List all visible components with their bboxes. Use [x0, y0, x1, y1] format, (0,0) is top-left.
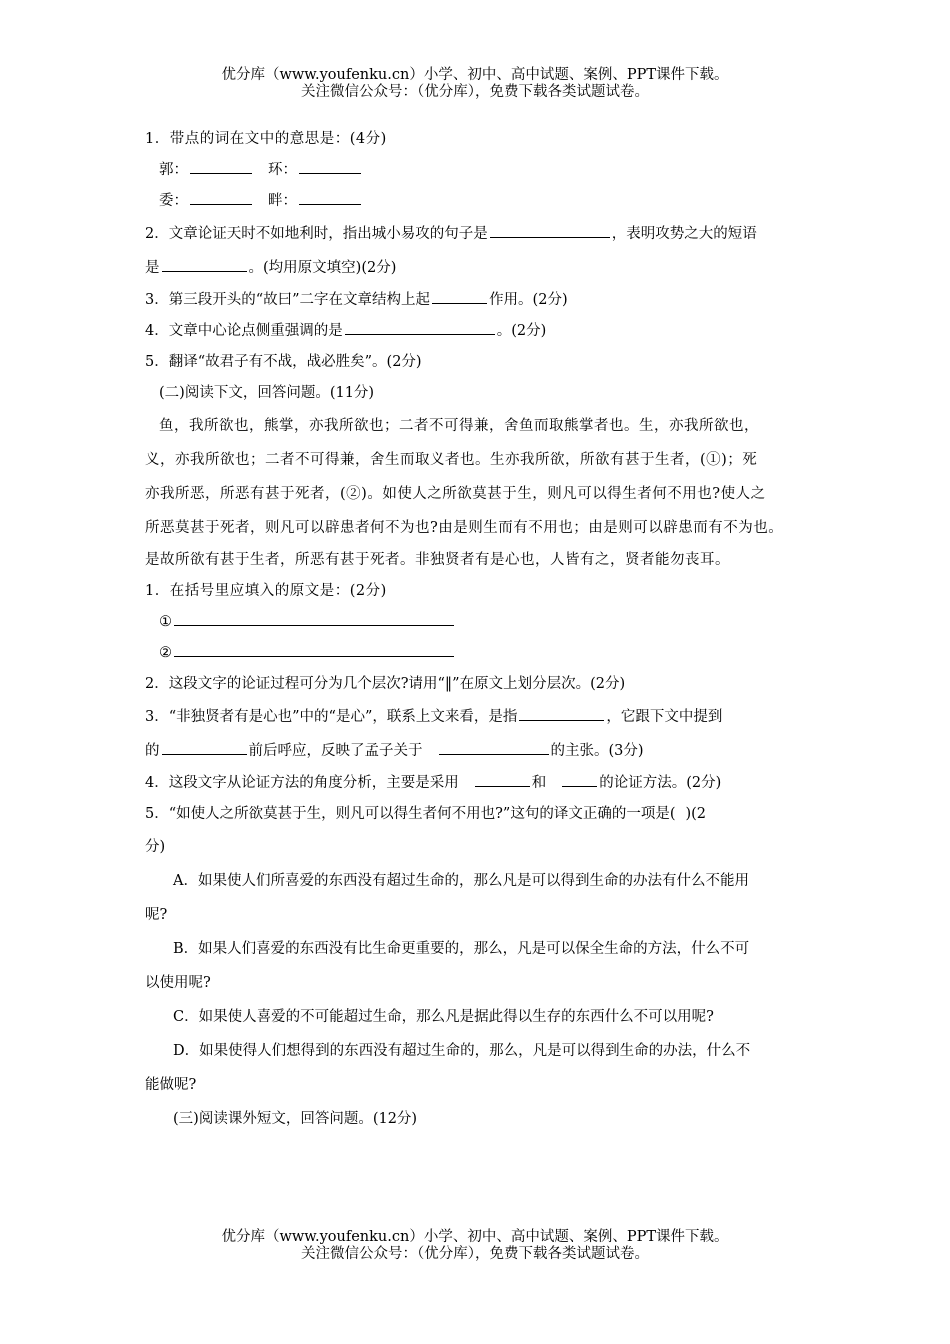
answer-blank-s1q2-2[interactable] [162, 254, 247, 272]
passage-line-2: 义，亦我所欲也；二者不可得兼，舍生而取义者也。生亦我所欲，所欲有甚于生者，(①)；死 [145, 452, 758, 468]
answer-blank-s1q2-1[interactable] [490, 220, 610, 238]
s1-question-5: 5．翻译“故君子有不战，战必胜矣”。(2分) [145, 354, 422, 370]
word-wei: 委： [159, 193, 188, 209]
page-header [0, 67, 950, 101]
s2-q5-text-b: )(2 [685, 806, 707, 822]
option-a-line-2: 呢? [145, 907, 168, 923]
s2-q3-text-c: 的 [145, 743, 160, 759]
s2-q4-text-a: 4．这段文字从论证方法的角度分析，主要是采用 [145, 775, 459, 791]
s1-question-1: 1．带点的词在文中的意思是：(4分) [145, 131, 387, 147]
answer-blank-s2q4-1[interactable] [475, 769, 530, 787]
answer-blank-s2q3-1[interactable] [519, 703, 604, 721]
s1-q4-text-b: 。(2分) [496, 323, 547, 339]
s1-question-3 [145, 285, 815, 316]
answer-blank-guo[interactable] [190, 156, 252, 174]
answer-blank-s2q3-2[interactable] [162, 737, 247, 755]
s2-q3-text-d: 前后呼应，反映了孟子关于 [248, 743, 423, 759]
answer-blank-wei[interactable] [190, 187, 252, 205]
option-d-line-2: 能做呢? [145, 1077, 197, 1093]
answer-blank-s2q1-2[interactable] [174, 639, 454, 657]
option-b-line-2: 以使用呢? [145, 975, 211, 991]
s2-q3-text-e: 的主张。(3分) [550, 743, 644, 759]
s2-q5-text-a: 5．“如使人之所欲莫甚于生，则凡可以得生者何不用也?”这句的译文正确的一项是( [145, 806, 676, 822]
s1-q2-text-d: 。(均用原文填空)(2分) [248, 260, 397, 276]
s2-q4-text-b: 和 [531, 775, 547, 791]
footer-line-1: 优分库（www.youfenku.cn）小学、初中、高中试题、案例、PPT课件下载。 [221, 1229, 729, 1245]
s1-question-2 [145, 217, 815, 251]
passage-line-5: 是故所欲有甚于生者，所恶有甚于死者。非独贤者有是心也，人皆有之，贤者能勿丧耳。 [145, 552, 730, 568]
footer-line-2: 关注微信公众号：（优分库），免费下载各类试题试卷。 [301, 1246, 649, 1262]
s2-q4-text-c: 的论证方法。(2分) [599, 775, 722, 791]
s2-question-3 [145, 700, 815, 734]
s1-q3-text-b: 作用。(2分) [489, 292, 568, 308]
answer-blank-s1q4[interactable] [345, 317, 495, 335]
s2-question-2: 2．这段文字的论证过程可分为几个层次?请用“‖”在原文上划分层次。(2分) [145, 676, 626, 692]
word-pan: 畔： [268, 193, 297, 209]
section-3-heading: (三)阅读课外短文，回答问题。(12分) [173, 1111, 418, 1127]
s1-q2-text-c: 是 [145, 260, 160, 276]
s2-q1-blank-row-1 [145, 607, 815, 638]
exam-content [145, 124, 815, 1136]
s2-q1-blank-row-2 [145, 638, 815, 669]
s1-q3-text-a: 3．第三段开头的“故曰”二字在文章结构上起 [145, 292, 431, 308]
s1-q1-row-1 [145, 155, 815, 186]
answer-blank-s2q4-2[interactable] [562, 769, 597, 787]
s2-question-5-cont: 分) [145, 839, 166, 855]
word-huan: 环： [268, 162, 297, 178]
answer-blank-s1q3[interactable] [432, 286, 487, 304]
option-a-line-1: A．如果使人们所喜爱的东西没有超过生命的，那么凡是可以得到生命的办法有什么不能用 [173, 873, 749, 889]
option-b-line-1: B．如果人们喜爱的东西没有比生命更重要的，那么，凡是可以保全生命的方法，什么不可 [173, 941, 750, 957]
answer-blank-s2q3-3[interactable] [439, 737, 549, 755]
answer-blank-s2q1-1[interactable] [174, 608, 454, 626]
option-d-line-1: D．如果使得人们想得到的东西没有超过生命的，那么，凡是可以得到生命的办法，什么不 [173, 1043, 751, 1059]
section-2-heading: (二)阅读下文，回答问题。(11分) [159, 385, 375, 401]
header-line-1: 优分库（www.youfenku.cn）小学、初中、高中试题、案例、PPT课件下载。 [221, 67, 729, 83]
word-guo: 郭： [159, 162, 188, 178]
s2-q3-text-b: ，它跟下文中提到 [606, 709, 723, 725]
s1-q2-text-a: 2．文章论证天时不如地利时，指出城小易攻的句子是 [145, 226, 488, 242]
s2-question-3-cont [145, 734, 815, 768]
answer-blank-huan[interactable] [299, 156, 361, 174]
page-footer [0, 1229, 950, 1263]
s2-question-5 [145, 799, 815, 830]
s1-q2-text-b: ，表明攻势之大的短语 [611, 226, 757, 242]
s1-q4-text-a: 4．文章中心论点侧重强调的是 [145, 323, 343, 339]
answer-blank-pan[interactable] [299, 187, 361, 205]
s2-question-1: 1．在括号里应填入的原文是：(2分) [145, 583, 387, 599]
option-c-line-1: C．如果使人喜爱的不可能超过生命，那么凡是据此得以生存的东西什么不可以用呢? [173, 1009, 714, 1025]
circled-one: ① [159, 614, 172, 630]
s1-q1-row-2 [145, 186, 815, 217]
passage-line-4: 所恶莫甚于死者，则凡可以辟患者何不为也?由是则生而有不用也；由是则可以辟患而有不为也。 [145, 520, 784, 536]
header-line-2: 关注微信公众号：（优分库），免费下载各类试题试卷。 [301, 84, 649, 100]
passage-line-3: 亦我所恶，所恶有甚于死者，(②)。如使人之所欲莫甚于生，则凡可以得生者何不用也?使人之 [145, 486, 766, 502]
circled-two: ② [159, 645, 172, 661]
s2-question-4 [145, 768, 815, 799]
passage-line-1: 鱼，我所欲也，熊掌，亦我所欲也；二者不可得兼，舍鱼而取熊掌者也。生，亦我所欲也， [159, 418, 759, 434]
s1-question-4 [145, 316, 815, 347]
s2-q3-text-a: 3．“非独贤者有是心也”中的“是心”，联系上文来看，是指 [145, 709, 518, 725]
s1-question-2-cont [145, 251, 815, 285]
